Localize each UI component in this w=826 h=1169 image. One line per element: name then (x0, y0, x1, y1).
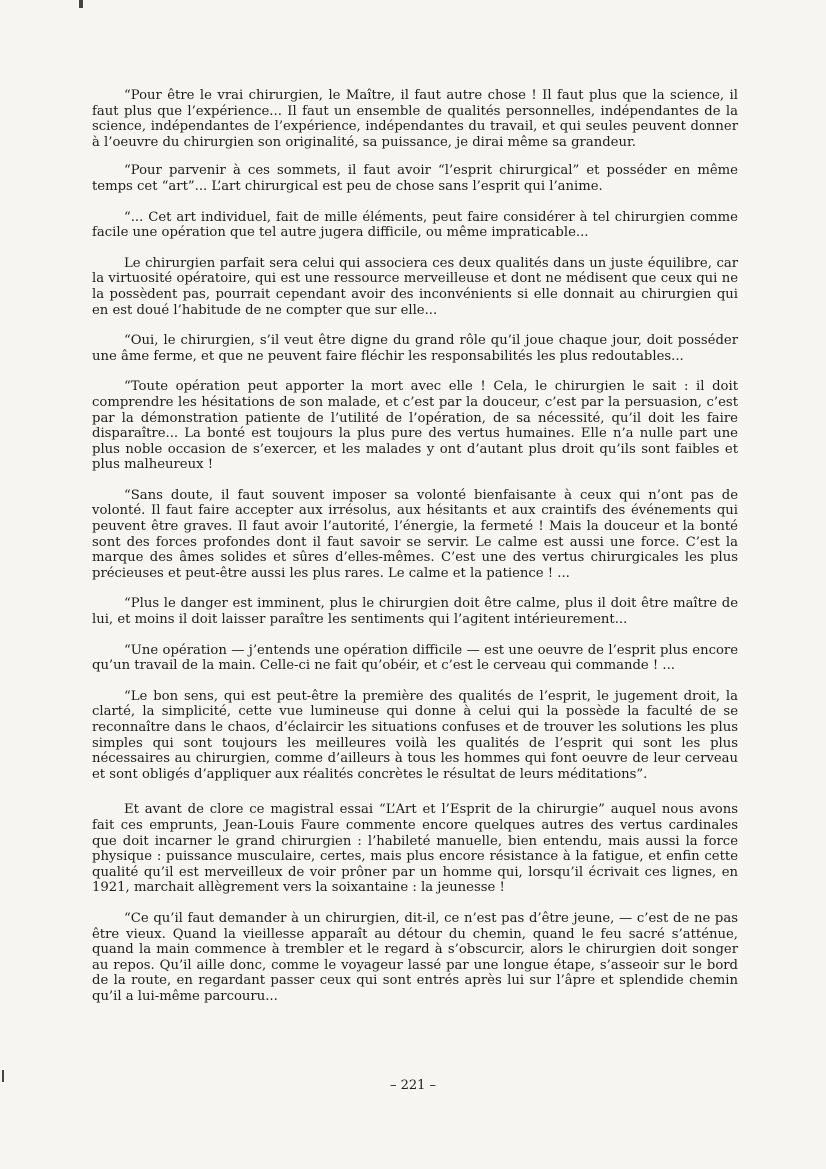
paragraph: “Pour parvenir à ces sommets, il faut avoir “l’esprit chirurgical” et posséder en même temps cet “art”... L’art chirurgical est peu de chose sans l’esprit qui l’anime. (92, 163, 738, 194)
paragraph: “Plus le danger est imminent, plus le chirurgien doit être calme, plus il doit être maître de lui, et moins il doit laisser paraître les sentiments qui l’agitent intérieurement... (92, 596, 738, 628)
paragraph: “Sans doute, il faut souvent imposer sa volonté bienfaisante à ceux qui n’ont pas de volonté. Il faut faire accepter aux irrésolus, aux hésitants et aux craintifs des événements qui peuvent être graves. Il faut avoir l’autorité, l’énergie, la fermeté ! Mais la douceur et la bonté sont des forces profondes dont il faut savoir se servir. Le calme est aussi une force. C’est la marque des âmes solides et sûres d’elles-mêmes. C’est une des vertus chirurgicales les plus précieuses et peut-être aussi les plus rares. Le calme et la patience ! ... (92, 487, 738, 581)
paragraph: “Le bon sens, qui est peut-être la première des qualités de l’esprit, le jugement droit, la clarté, la simplicité, cette vue lumineuse qui donne à celui qui la possède la faculté de se reconnaître dans le chaos, d’éclaircir les situations confuses et de trouver les solutions les plus simples qui sont toujours les meilleures voilà les qualités de l’esprit qui sont les plus nécessaires au chirurgien, comme d’ailleurs à tous les hommes qui font oeuvre de leur cerveau et sont obligés d’appliquer aux réalités concrètes le résultat de leurs méditations”. (92, 688, 738, 782)
paragraph: “Pour être le vrai chirurgien, le Maître, il faut autre chose ! Il faut plus que la science, il faut plus que l’expérience... Il faut un ensemble de qualités personnelles, indépendantes de la science, indépendantes de l’expérience, indépendantes du travail, et qui seules peuvent donner à l’oeuvre du chirurgien son originalité, sa puissance, je dirai même sa grandeur. (92, 88, 738, 150)
paragraph: Et avant de clore ce magistral essai “L’Art et l’Esprit de la chirurgie” auquel nous avons fait ces emprunts, Jean-Louis Faure commente encore quelques autres des vertus cardinales que doit incarner le grand chirurgien : l’habileté manuelle, bien entendu, mais aussi la force physique : puissance musculaire, certes, mais plus encore résistance à la fatigue, et enfin cette qualité qu’il est merveilleux de voir prôner par un homme qui, lorsqu’il écrivait ces lignes, en 1921, marchait allègrement vers la soixantaine : la jeunesse ! (92, 802, 738, 896)
page-number: – 221 – (389, 1078, 437, 1093)
paragraph: “... Cet art individuel, fait de mille éléments, peut faire considérer à tel chirurgien comme facile une opération que tel autre jugera difficile, ou même impraticable... (92, 209, 738, 241)
paragraph: “Ce qu’il faut demander à un chirurgien, dit-il, ce n’est pas d’être jeune, — c’est de ne pas être vieux. Quand la vieillesse apparaît au détour du chemin, quand le feu sacré s’atténue, quand la main commence à trembler et le regard à s’obscurcir, alors le chirurgien doit songer au repos. Qu’il aille donc, comme le voyageur lassé par une longue étape, s’asseoir sur le bord de la route, en regardant passer ceux qui sont entrés après lui sur l’âpre et splendide chemin qu’il a lui-même parcouru... (92, 910, 738, 1004)
paragraph: “Une opération — j’entends une opération difficile — est une oeuvre de l’esprit plus encore qu’un travail de la main. Celle-ci ne fait qu’obéir, et c’est le cerveau qui commande ! ... (92, 642, 738, 674)
paragraph: “Oui, le chirurgien, s’il veut être digne du grand rôle qu’il joue chaque jour, doit posséder une âme ferme, et que ne peuvent faire fléchir les responsabilités les plus redoutables... (92, 333, 738, 364)
paragraph: Le chirurgien parfait sera celui qui associera ces deux qualités dans un juste équilibre, car la virtuosité opératoire, qui est une ressource merveilleuse et dont ne médisent que ceux qui ne la possèdent pas, pourrait cependant avoir des inconvénients si elle donnait au chirurgien qui en est doué l’habitude de ne compter que sur elle... (92, 255, 738, 318)
scan-mark-top (79, 0, 83, 8)
paragraph: “Toute opération peut apporter la mort avec elle ! Cela, le chirurgien le sait : il doit comprendre les hésitations de son malade, et c’est par la douceur, c’est par la persuasion, c’est par la démonstration patiente de l’utilité de l’opération, de sa nécessité, qu’il doit les faire disparaître... La bonté est toujours la plus pure des vertus humaines. Elle n’a nulle part une plus noble occasion de s’exercer, et les malades y ont d’autant plus droit qu’ils sont faibles et plus malheureux ! (92, 379, 738, 473)
page-body (92, 88, 738, 1020)
